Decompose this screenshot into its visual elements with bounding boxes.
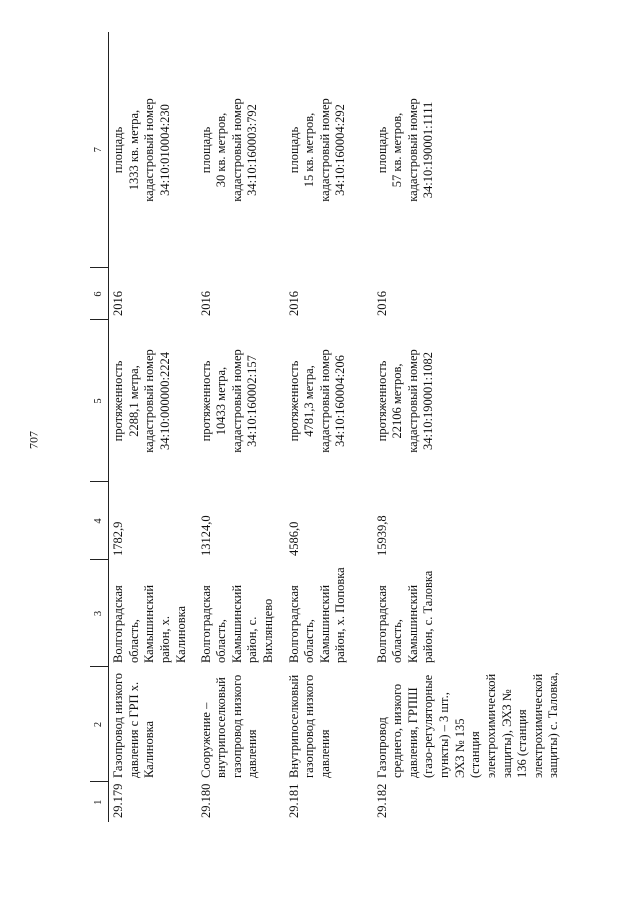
area-line: 30 кв. метров, [214,112,229,188]
area-line: кадастровый номер [142,98,157,202]
length-line: протяженность [198,360,213,442]
area-line: 57 кв. метров, [390,112,405,188]
object-location: Волгоградская область, Камышинский район, х. Поповка [286,567,348,663]
area-line: 34:10:010004:230 [157,104,172,196]
object-area [285,32,373,268]
length-line: 34:10:160002:157 [245,355,260,447]
length-line: кадастровый номер [142,349,157,453]
area-line: 34:10:160004:292 [333,104,348,196]
length-line: 22106 метров, [390,363,405,439]
length-line: протяженность [111,360,125,442]
object-cost: 4586,0 [286,521,301,556]
length-line: кадастровый номер [229,349,244,453]
area-line: 34:10:190001:1111 [421,101,436,199]
length-line: кадастровый номер [405,349,420,453]
object-cost: 1782,9 [111,521,125,556]
table-row [109,32,197,822]
area-line: площадь [198,126,213,174]
length-line: 34:10:000000:2224 [157,352,172,450]
document-sheet [90,32,561,822]
area-line: кадастровый номер [405,98,420,202]
column-header: 2 [90,667,109,782]
table-row [285,32,373,822]
object-length [109,320,197,482]
property-table [90,32,564,822]
column-header: 4 [90,482,109,560]
length-line: протяженность [286,360,301,442]
row-number: 29.179 [111,783,125,818]
object-cost: 13124,0 [198,515,213,556]
length-line: протяженность [374,360,389,442]
object-area [197,32,285,268]
object-year: 2016 [286,291,301,316]
row-number: 29.180 [198,783,213,818]
object-location: Волгоградская область, Камышинский район, с. Таловка [374,570,436,663]
area-line: площадь [286,126,301,174]
area-line: 1333 кв. метра, [126,109,141,191]
area-line: кадастровый номер [317,98,332,202]
area-line: кадастровый номер [229,98,244,202]
object-name: Сооружение – внутрипоселковый газопровод низкого давления [198,674,260,778]
length-line: 34:10:160004:206 [333,355,348,447]
area-line: площадь [374,126,389,174]
length-line: 2288,1 метра, [126,365,141,437]
table-header-row [90,32,109,822]
column-header: 6 [90,268,109,320]
column-header: 5 [90,320,109,482]
rotated-table-wrapper [90,32,561,822]
object-location: Волгоградская область, Камышинский район, с. Вихлянцево [198,584,275,663]
column-header: 1 [90,782,109,822]
page-number: 707 [26,431,41,449]
length-line: 4781,3 метра, [302,365,317,437]
object-name: Внутрипоселковый газопровод низкого давления [286,674,332,778]
object-area [373,32,565,268]
area-line: 15 кв. метров, [302,112,317,188]
object-year: 2016 [374,291,389,316]
table-row [197,32,285,822]
column-header: 3 [90,560,109,667]
object-name: Газопровод низкого давления с ГРП х. Калиновка [111,672,157,778]
table-row [373,32,565,822]
length-line: кадастровый номер [317,349,332,453]
object-year: 2016 [198,291,213,316]
object-length [197,320,285,482]
object-cost: 15939,8 [374,515,389,556]
area-line: 34:10:160003:792 [245,104,260,196]
length-line: 10433 метра, [214,366,229,436]
length-line: 34:10:190001:1082 [421,352,436,450]
object-name: Газопровод среднего, низкого давления, ГРПШ (газо-регуляторные пункты) – 3 шт., ЭХЗ № 135 (станция электрохимической защиты), ЭХЗ № 136 (станция электрохимической защиты) с. Таловка, [374,672,561,778]
object-location: Волгоградская область, Камышинский район, х. Калиновка [111,584,188,663]
row-number: 29.182 [374,783,389,818]
row-number: 29.181 [286,783,301,818]
object-year: 2016 [111,291,125,316]
object-length [285,320,373,482]
area-line: площадь [111,126,125,174]
object-area [109,32,197,268]
column-header: 7 [90,32,109,268]
object-length [373,320,565,482]
